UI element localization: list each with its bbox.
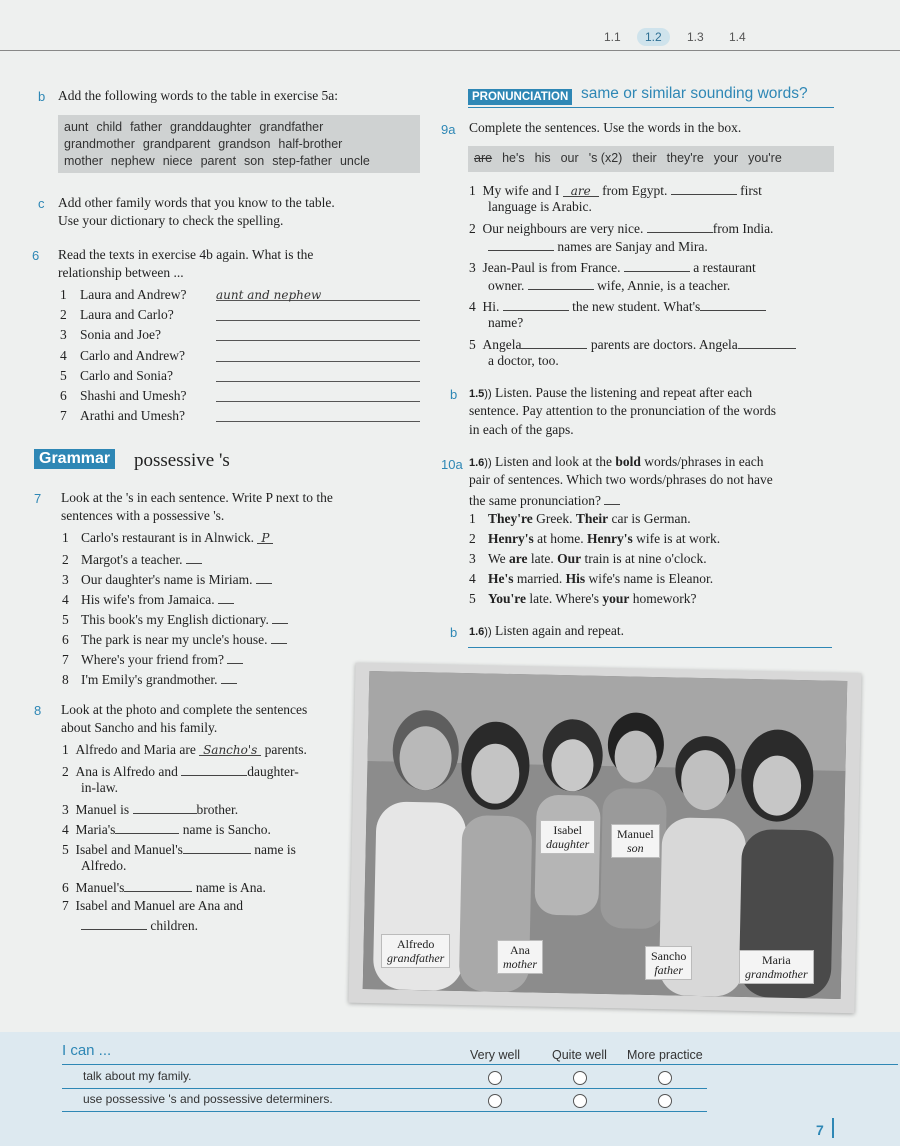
item-text: Alfredo and Maria are bbox=[75, 742, 196, 757]
label-name: Maria bbox=[762, 953, 791, 967]
item-text: owner. bbox=[488, 278, 525, 293]
page-number-bar bbox=[832, 1118, 834, 1138]
item-text: I'm Emily's grandmother. bbox=[81, 672, 218, 687]
ican-row-1: talk about my family. bbox=[83, 1069, 192, 1083]
page-number: 7 bbox=[816, 1122, 824, 1138]
ex9a-item-3-cont bbox=[488, 275, 730, 295]
ex9a-instruction: Complete the sentences. Use the words in the box. bbox=[469, 120, 742, 135]
item-text: Laura and Carlo? bbox=[80, 307, 174, 323]
nav-1-3[interactable]: 1.3 bbox=[687, 30, 704, 44]
ex7-item bbox=[62, 549, 202, 569]
ex9a-item-1 bbox=[469, 180, 762, 200]
ex8-answer-7[interactable] bbox=[81, 915, 147, 930]
ex8-item-1 bbox=[62, 741, 307, 759]
line-text: Listen again and repeat. bbox=[495, 623, 624, 638]
word: aunt bbox=[64, 120, 89, 134]
item-text: Maria's bbox=[75, 822, 116, 837]
section-rule bbox=[468, 647, 832, 648]
item-text: name is bbox=[254, 842, 296, 857]
ican-col-more-practice: More practice bbox=[627, 1048, 703, 1062]
item-number: 4 bbox=[469, 571, 476, 586]
ex9a-item-4 bbox=[469, 296, 766, 316]
word: he's bbox=[502, 151, 525, 165]
word: grandfather bbox=[259, 120, 324, 134]
ex10a-line2: pair of sentences. Which two words/phrases do not have bbox=[469, 472, 773, 487]
ex9b-line2: sentence. Pay attention to the pronunciation of the words bbox=[469, 403, 777, 418]
ex9a-item-2-cont bbox=[488, 236, 708, 256]
ex10b-line bbox=[469, 622, 624, 641]
word-box-line-3 bbox=[64, 153, 414, 170]
label-role: mother bbox=[503, 957, 537, 971]
item-text: late. bbox=[527, 551, 558, 566]
item-text: train is at nine o'clock. bbox=[581, 551, 707, 566]
photo-label-alfredo bbox=[381, 934, 450, 968]
word: parent bbox=[200, 154, 237, 168]
item-text: a restaurant bbox=[693, 260, 756, 275]
ex10a-line1 bbox=[469, 453, 763, 472]
label-name: Alfredo bbox=[397, 937, 435, 951]
item-text: name is Ana. bbox=[195, 880, 266, 895]
ex7-answer[interactable] bbox=[272, 609, 288, 624]
photo-label-manuel bbox=[611, 824, 660, 858]
ex7-item bbox=[62, 649, 243, 669]
ican-row2-more-practice-radio[interactable] bbox=[658, 1094, 672, 1108]
item-text: Shashi and Umesh? bbox=[80, 388, 187, 403]
word: granddaughter bbox=[170, 120, 252, 134]
ex8-answer-5[interactable] bbox=[183, 839, 251, 854]
ican-title: I can ... bbox=[62, 1042, 112, 1059]
ex9b-line1 bbox=[469, 384, 752, 403]
ex5c-line1: Add other family words that you know to the table. bbox=[58, 195, 335, 210]
ex8-line1: Look at the photo and complete the sentences bbox=[61, 702, 308, 717]
ex9a-answer-3b[interactable] bbox=[528, 275, 594, 290]
nav-1-4[interactable]: 1.4 bbox=[729, 30, 746, 44]
ex5c-letter: c bbox=[38, 196, 45, 211]
item-number: 6 bbox=[62, 632, 69, 647]
item-text: Where's your friend from? bbox=[81, 652, 224, 667]
ex5b-letter: b bbox=[38, 89, 46, 104]
word: their bbox=[632, 151, 657, 165]
item-number: 3 bbox=[62, 572, 69, 587]
item-text: late. Where's bbox=[526, 591, 603, 606]
item-text: at home. bbox=[533, 531, 587, 546]
ex7-answer[interactable] bbox=[271, 629, 287, 644]
ex6-item bbox=[60, 286, 422, 304]
ex5b-instruction: Add the following words to the table in exercise 5a: bbox=[58, 88, 339, 103]
item-text: Arathi and Umesh? bbox=[80, 408, 185, 424]
ican-row1-very-well-radio[interactable] bbox=[488, 1071, 502, 1085]
word-box-line-2 bbox=[64, 136, 414, 153]
item-number: 5 bbox=[469, 591, 476, 606]
word: step-father bbox=[272, 154, 332, 168]
ex6-item bbox=[60, 347, 422, 365]
item-text: Angela bbox=[482, 337, 522, 352]
label-name: Ana bbox=[510, 943, 530, 957]
word: 's (x2) bbox=[588, 151, 623, 165]
label-role: son bbox=[626, 841, 644, 855]
ex7-item bbox=[62, 609, 288, 629]
ex6-number: 6 bbox=[32, 248, 40, 263]
item-number: 1 bbox=[60, 287, 67, 302]
item-number: 4 bbox=[62, 592, 69, 607]
ex6-line2: relationship between ... bbox=[58, 265, 184, 280]
item-number: 5 bbox=[60, 367, 67, 383]
ex9a-answer-2b[interactable] bbox=[488, 236, 554, 251]
item-text: We bbox=[488, 551, 510, 566]
ex7-answer[interactable] bbox=[256, 569, 272, 584]
item-text: Manuel is bbox=[75, 802, 130, 817]
word: uncle bbox=[339, 154, 370, 168]
word: nephew bbox=[110, 154, 155, 168]
label-role: grandfather bbox=[387, 951, 445, 965]
ex8-item-3 bbox=[62, 799, 238, 819]
item-text: car is German. bbox=[608, 511, 691, 526]
item-text: homework? bbox=[629, 591, 697, 606]
item-text: daughter- bbox=[247, 764, 299, 779]
ex5c-line2: Use your dictionary to check the spelling. bbox=[58, 213, 284, 228]
audio-icon[interactable]: )) bbox=[484, 626, 492, 638]
ex8-answer-2[interactable] bbox=[181, 761, 247, 776]
pronunciation-label: PRONUNCIATION bbox=[468, 89, 572, 105]
item-text: wife, Annie, is a teacher. bbox=[597, 278, 731, 293]
item-text: brother. bbox=[196, 802, 239, 817]
ex7-item bbox=[62, 589, 234, 609]
track-number: 1.6 bbox=[469, 626, 485, 638]
word: your bbox=[713, 151, 739, 165]
word-struck: are bbox=[474, 151, 493, 165]
ex8-item-5-cont: Alfredo. bbox=[81, 858, 127, 873]
word: mother bbox=[64, 154, 103, 168]
photo-label-maria bbox=[739, 950, 814, 984]
grammar-label: Grammar bbox=[34, 449, 115, 469]
word: grandparent bbox=[142, 137, 211, 151]
item-number: 6 bbox=[60, 388, 67, 403]
word: half-brother bbox=[278, 137, 343, 151]
item-number: 3 bbox=[62, 802, 69, 817]
ex7-number: 7 bbox=[34, 491, 42, 506]
ex6-item bbox=[60, 326, 422, 344]
item-number: 5 bbox=[62, 612, 69, 627]
label-role: grandmother bbox=[745, 967, 808, 981]
ex8-answer-1[interactable]: Sancho's bbox=[199, 741, 261, 756]
item-text: name is Sancho. bbox=[182, 822, 271, 837]
item-text: Hi. bbox=[482, 299, 500, 314]
ex6-answer[interactable] bbox=[216, 367, 420, 382]
ex8-answer-6[interactable] bbox=[124, 877, 192, 892]
item-text: Laura and Andrew? bbox=[80, 287, 187, 302]
item-text: Carlo's restaurant is in Alnwick. bbox=[81, 530, 255, 545]
item-text: from Egypt. bbox=[602, 183, 668, 198]
ex9a-answer-1b[interactable] bbox=[671, 180, 737, 195]
item-number: 4 bbox=[469, 299, 476, 314]
ican-col-very-well: Very well bbox=[470, 1048, 521, 1062]
label-role: father bbox=[654, 963, 683, 977]
item-number: 5 bbox=[469, 337, 476, 352]
item-text: the new student. What's bbox=[572, 299, 701, 314]
label-name: Manuel bbox=[617, 827, 654, 841]
ex10a-item bbox=[469, 570, 713, 588]
line-text: the same pronunciation? bbox=[469, 493, 601, 508]
ex7-item bbox=[62, 629, 287, 649]
ex7-item bbox=[62, 569, 272, 589]
item-text: Isabel and Manuel are Ana and bbox=[75, 898, 244, 913]
ican-row1-quite-well-radio[interactable] bbox=[573, 1071, 587, 1085]
label-role: daughter bbox=[546, 837, 590, 851]
item-text: The park is near my uncle's house. bbox=[81, 632, 268, 647]
ican-row-rule bbox=[62, 1111, 707, 1112]
word-box-line-1 bbox=[64, 119, 414, 136]
label-name: Sancho bbox=[651, 949, 687, 963]
ex6-answer[interactable]: aunt and nephew bbox=[216, 286, 420, 301]
ex7-line1: Look at the 's in each sentence. Write P next to the bbox=[61, 490, 333, 505]
item-number: 1 bbox=[469, 183, 476, 198]
item-text: children. bbox=[150, 918, 198, 933]
word: they're bbox=[666, 151, 704, 165]
ex9a-item-1-cont: language is Arabic. bbox=[488, 199, 592, 214]
track-number: 1.5 bbox=[469, 388, 485, 400]
ex8-number: 8 bbox=[34, 703, 42, 718]
item-text: This book's my English dictionary. bbox=[81, 612, 269, 627]
item-text: My wife and I bbox=[482, 183, 560, 198]
audio-icon[interactable]: )) bbox=[484, 457, 492, 469]
ex7-item bbox=[62, 529, 273, 547]
ex6-answer[interactable] bbox=[216, 407, 420, 422]
bold-word: your bbox=[602, 591, 630, 606]
pronunciation-rule bbox=[468, 107, 834, 108]
ex9a-item-3 bbox=[469, 257, 756, 277]
ex9a-answer-4[interactable] bbox=[503, 296, 569, 311]
ex6-item bbox=[60, 387, 422, 405]
ex7-answer[interactable] bbox=[218, 589, 234, 604]
item-text: wife's name is Eleanor. bbox=[585, 571, 714, 586]
ican-panel bbox=[0, 1032, 900, 1146]
bold-word: Henry's bbox=[488, 531, 534, 546]
ex6-item bbox=[60, 407, 422, 425]
ex6-line1: Read the texts in exercise 4b again. What is the bbox=[58, 247, 314, 262]
ex9a-answer-5b[interactable] bbox=[738, 334, 796, 349]
ex7-item bbox=[62, 669, 237, 689]
bold-word: bold bbox=[615, 454, 641, 469]
item-text: parents. bbox=[264, 742, 307, 757]
ex7-line2: sentences with a possessive 's. bbox=[61, 508, 225, 523]
word: our bbox=[560, 151, 579, 165]
label-name: Isabel bbox=[553, 823, 582, 837]
nav-1-2[interactable]: 1.2 bbox=[637, 28, 670, 46]
item-text: Greek. bbox=[532, 511, 576, 526]
ex9a-item-5-cont: a doctor, too. bbox=[488, 353, 559, 368]
item-text: His wife's from Jamaica. bbox=[81, 592, 215, 607]
ex7-answer[interactable] bbox=[186, 549, 202, 564]
item-number: 1 bbox=[62, 742, 69, 757]
ex10a-line3 bbox=[469, 490, 620, 510]
ican-row-2: use possessive 's and possessive determiners. bbox=[83, 1092, 333, 1106]
photo-label-isabel bbox=[540, 820, 595, 854]
ex10a-answer[interactable] bbox=[604, 490, 620, 505]
ex6-answer[interactable] bbox=[216, 306, 420, 321]
ex9a-item-5 bbox=[469, 334, 796, 354]
ex6-answer[interactable] bbox=[216, 387, 420, 402]
item-number: 8 bbox=[62, 672, 69, 687]
item-number: 7 bbox=[62, 652, 69, 667]
item-number: 2 bbox=[60, 307, 67, 323]
word: his bbox=[534, 151, 551, 165]
bold-word: He's bbox=[488, 571, 514, 586]
item-text: Jean-Paul is from France. bbox=[482, 260, 621, 275]
item-number: 2 bbox=[469, 531, 476, 546]
item-text: first bbox=[740, 183, 762, 198]
ex9a-number: 9a bbox=[441, 122, 456, 137]
ex10a-item bbox=[469, 510, 691, 528]
photo-label-ana bbox=[497, 940, 543, 974]
item-text: from India. bbox=[712, 221, 774, 236]
track-number: 1.6 bbox=[469, 457, 485, 469]
photo-label-sancho bbox=[645, 946, 692, 980]
ex6-answer[interactable] bbox=[216, 347, 420, 362]
bold-word: They're bbox=[488, 511, 533, 526]
pronunciation-title: same or similar sounding words? bbox=[581, 85, 808, 102]
ex9b-line3: in each of the gaps. bbox=[469, 422, 574, 437]
ex10b-letter: b bbox=[450, 625, 458, 640]
ex7-answer[interactable] bbox=[227, 649, 243, 664]
ex7-answer[interactable] bbox=[221, 669, 237, 684]
line-text: Listen and look at the bbox=[495, 454, 612, 469]
ex10a-item bbox=[469, 550, 707, 568]
bold-word: Their bbox=[575, 511, 609, 526]
bold-word: You're bbox=[488, 591, 527, 606]
ican-rule bbox=[62, 1064, 898, 1065]
word: father bbox=[130, 120, 163, 134]
ex6-item bbox=[60, 306, 422, 324]
word: son bbox=[244, 154, 265, 168]
ex8-item-7-cont bbox=[81, 915, 198, 935]
ex7-answer[interactable]: P bbox=[257, 529, 273, 544]
ican-row-rule bbox=[62, 1088, 707, 1089]
ex6-answer[interactable] bbox=[216, 326, 420, 341]
line-text: Listen. Pause the listening and repeat after each bbox=[495, 385, 753, 400]
ex8-line2: about Sancho and his family. bbox=[61, 720, 218, 735]
item-number: 5 bbox=[62, 842, 69, 857]
item-number: 1 bbox=[469, 511, 476, 526]
ex9a-answer-1[interactable]: are bbox=[563, 182, 599, 197]
word: grandson bbox=[218, 137, 271, 151]
item-text: Carlo and Sonia? bbox=[80, 367, 173, 383]
nav-1-1[interactable]: 1.1 bbox=[604, 30, 621, 44]
item-text: Carlo and Andrew? bbox=[80, 347, 185, 363]
ex8-answer-3[interactable] bbox=[133, 799, 197, 814]
item-number: 6 bbox=[62, 880, 69, 895]
ican-row2-very-well-radio[interactable] bbox=[488, 1094, 502, 1108]
ex9a-item-4-cont: name? bbox=[488, 315, 524, 330]
item-text: Ana is Alfredo and bbox=[75, 764, 178, 779]
word: you're bbox=[748, 151, 782, 165]
item-text: names are Sanjay and Mira. bbox=[557, 239, 708, 254]
ex10a-item bbox=[469, 530, 720, 548]
ex8-answer-4[interactable] bbox=[115, 819, 179, 834]
item-number: 7 bbox=[62, 898, 69, 913]
item-number: 2 bbox=[469, 221, 476, 236]
item-text: Manuel's bbox=[75, 880, 125, 895]
item-text: Isabel and Manuel's bbox=[75, 842, 183, 857]
word-box-5b bbox=[58, 115, 420, 173]
item-number: 7 bbox=[60, 408, 67, 424]
item-text: Sonia and Joe? bbox=[80, 327, 161, 343]
item-number: 4 bbox=[60, 347, 67, 363]
ex10a-number: 10a bbox=[441, 457, 463, 472]
ex9a-item-2 bbox=[469, 218, 773, 238]
ican-row2-quite-well-radio[interactable] bbox=[573, 1094, 587, 1108]
item-number: 2 bbox=[62, 764, 69, 779]
ex8-item-2-cont: in-law. bbox=[81, 780, 118, 795]
word: child bbox=[96, 120, 123, 134]
ex9a-answer-2[interactable] bbox=[647, 218, 713, 233]
ex8-item-2 bbox=[62, 761, 299, 781]
ex9a-answer-5[interactable] bbox=[521, 334, 587, 349]
header-rule bbox=[0, 50, 900, 51]
item-text: parents are doctors. Angela bbox=[590, 337, 738, 352]
ex8-item-7 bbox=[62, 897, 243, 915]
audio-icon[interactable]: )) bbox=[484, 388, 492, 400]
item-number: 4 bbox=[62, 822, 69, 837]
item-number: 3 bbox=[469, 260, 476, 275]
bold-word: His bbox=[565, 571, 586, 586]
ex9b-letter: b bbox=[450, 387, 458, 402]
item-text: Margot's a teacher. bbox=[81, 552, 183, 567]
bold-word: Henry's bbox=[587, 531, 633, 546]
grammar-title: possessive 's bbox=[134, 450, 230, 471]
ican-col-quite-well: Quite well bbox=[552, 1048, 607, 1062]
word-box-9a bbox=[468, 146, 834, 172]
item-number: 3 bbox=[469, 551, 476, 566]
ex6-item bbox=[60, 367, 422, 385]
item-number: 1 bbox=[62, 530, 69, 545]
ex8-item-4 bbox=[62, 819, 271, 839]
ex8-item-5 bbox=[62, 839, 296, 859]
word: grandmother bbox=[64, 137, 135, 151]
line-text: words/phrases in each bbox=[644, 454, 764, 469]
item-number: 2 bbox=[62, 552, 69, 567]
item-text: wife is at work. bbox=[632, 531, 721, 546]
item-text: Our daughter's name is Miriam. bbox=[81, 572, 253, 587]
bold-word: are bbox=[509, 551, 528, 566]
word: niece bbox=[162, 154, 193, 168]
item-number: 3 bbox=[60, 327, 67, 343]
ex9a-answer-3[interactable] bbox=[624, 257, 690, 272]
ican-row1-more-practice-radio[interactable] bbox=[658, 1071, 672, 1085]
item-text: married. bbox=[513, 571, 566, 586]
ex10a-item bbox=[469, 590, 697, 608]
item-text: Our neighbours are very nice. bbox=[482, 221, 644, 236]
ex8-item-6 bbox=[62, 877, 266, 897]
ex9a-answer-4b[interactable] bbox=[700, 296, 766, 311]
bold-word: Our bbox=[557, 551, 582, 566]
